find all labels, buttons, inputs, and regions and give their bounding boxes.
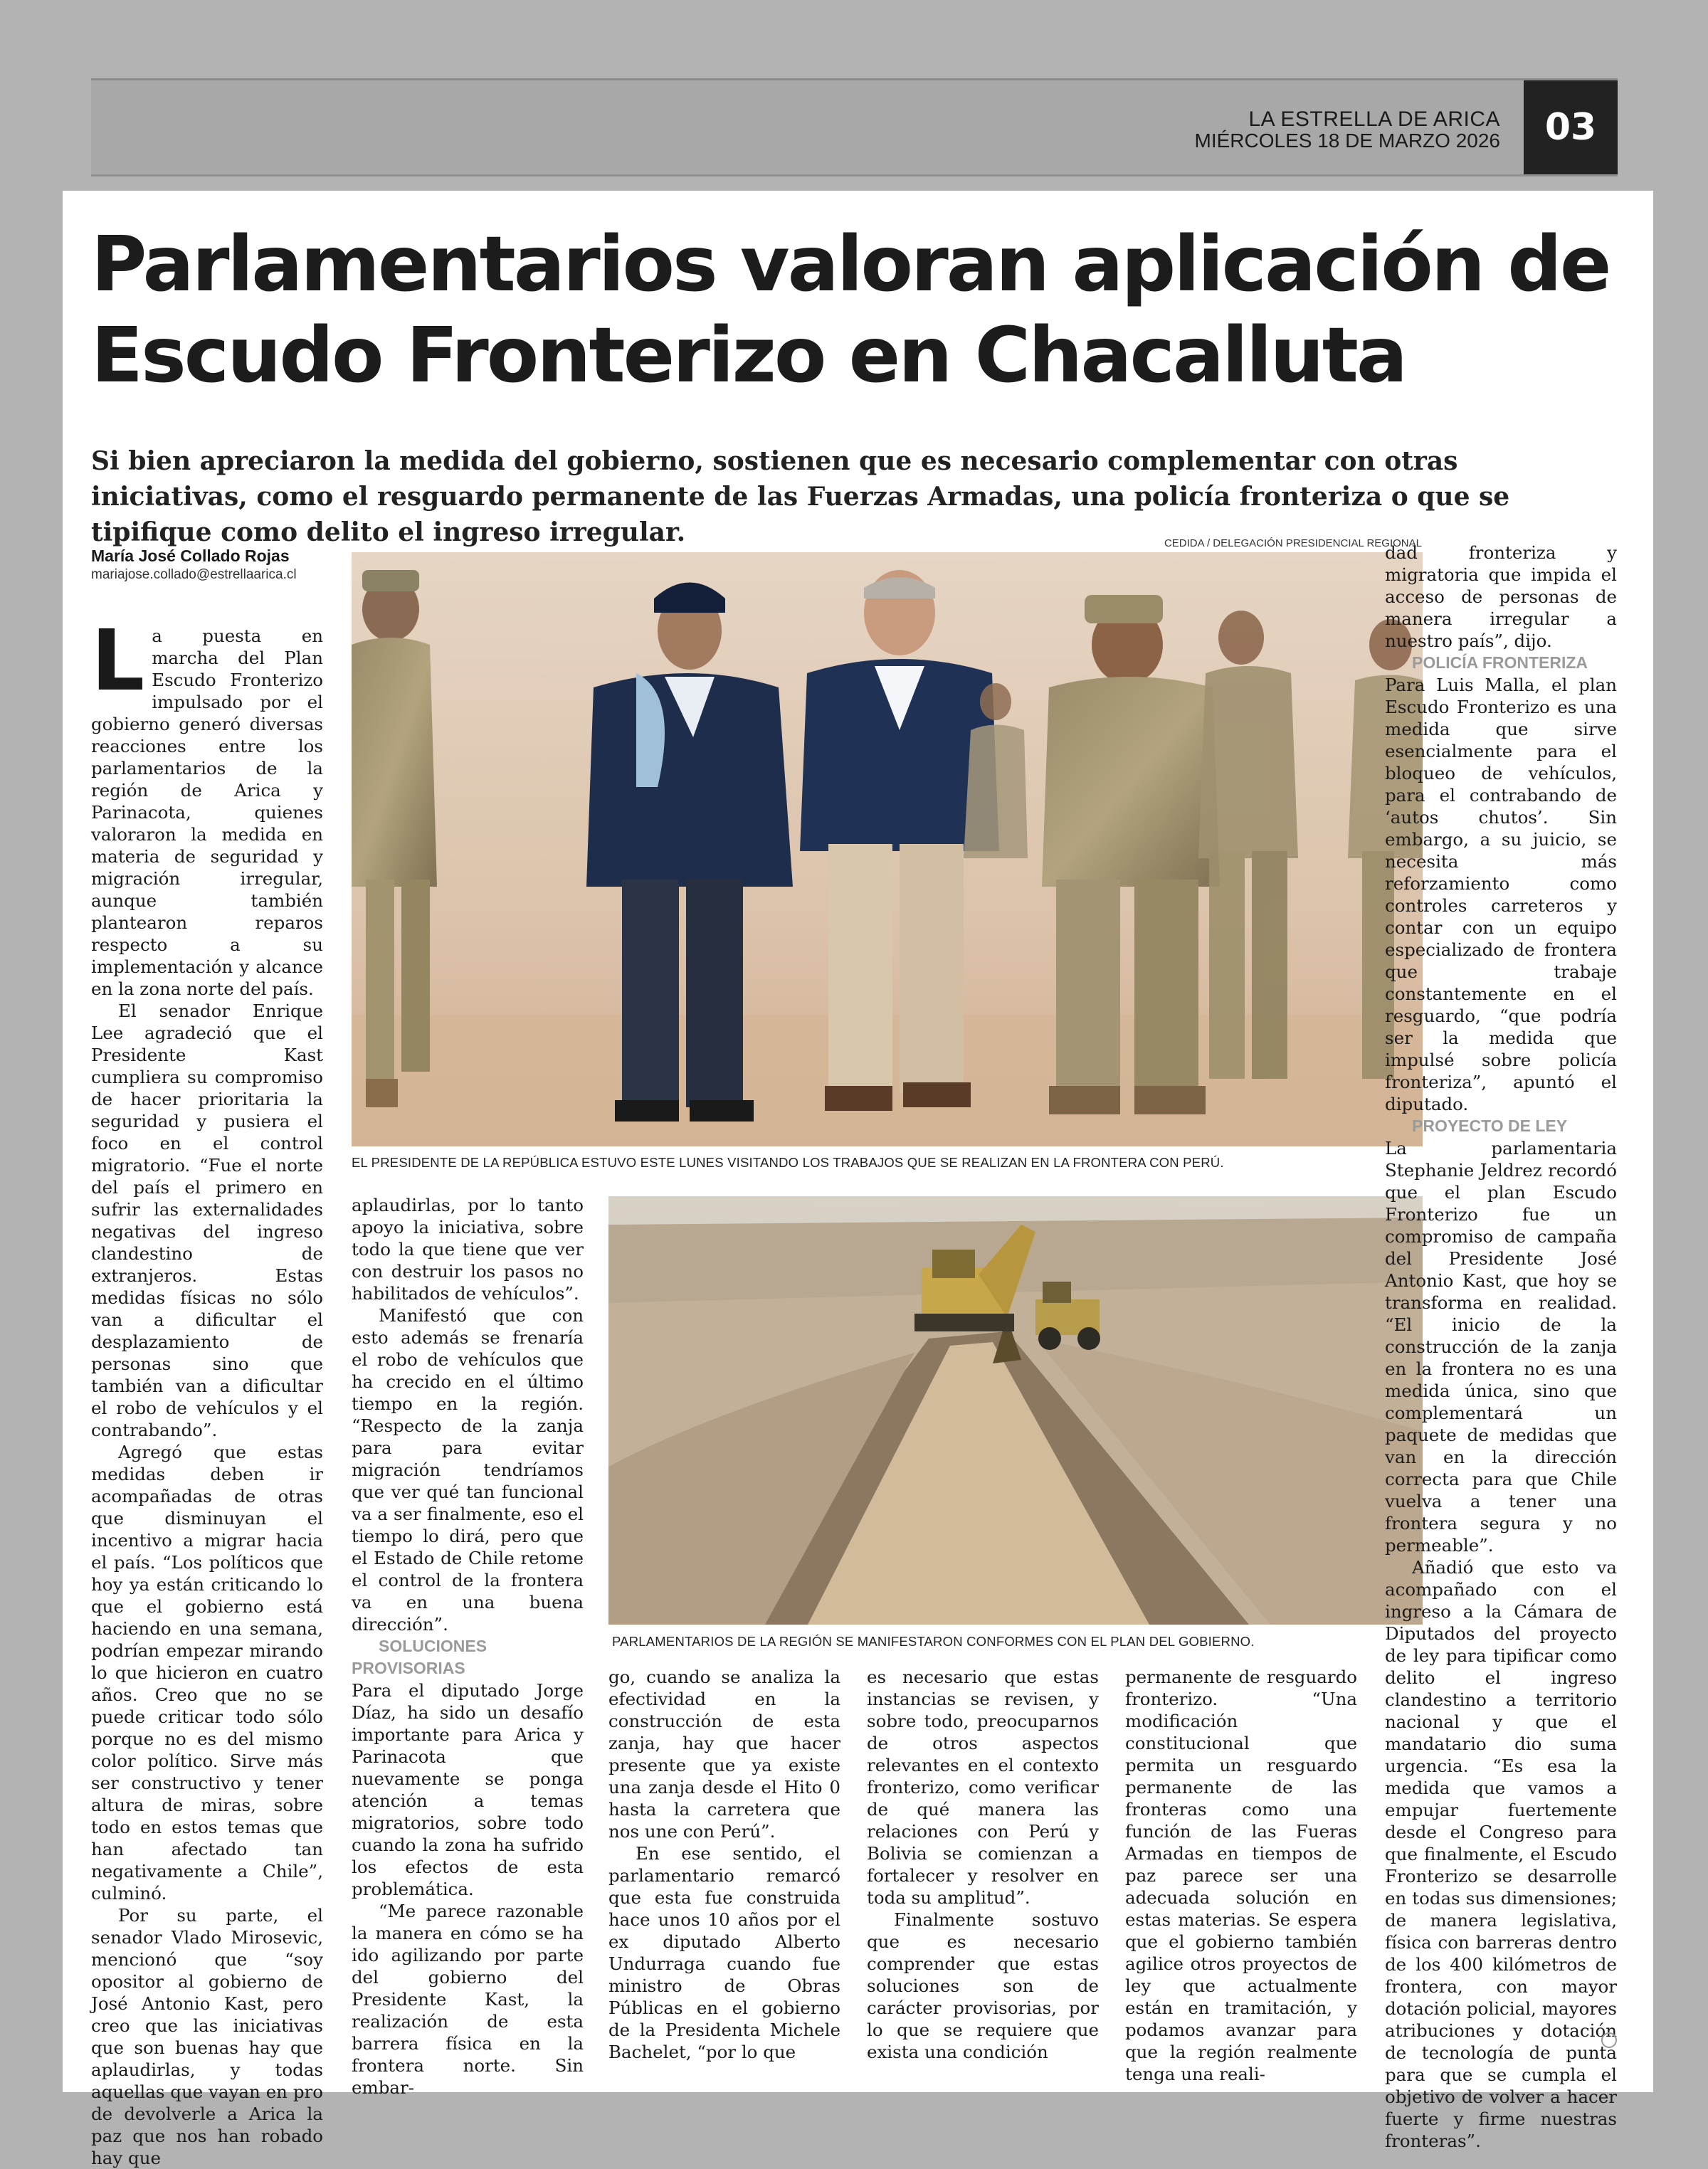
col4-paragraph-1: es necesario que estas instancias se revisen, y sobre todo, preocuparnos de otros aspectos relevantes en el contexto fronterizo, como verificar de qué manera las relaciones con Perú y Bolivia se comienzan a fortalecer y resolver en toda su amplitud”.	[867, 1667, 1099, 1908]
photo-president-border-visit	[352, 552, 1423, 1146]
subheading-proyecto-de-ley: PROYECTO DE LEY	[1412, 1117, 1568, 1135]
col2-paragraph-3: Para el diputado Jorge Díaz, ha sido un desafío importante para Arica y Parinacota que nuevamente se ponga atención a temas migratorios, sobre todo cuando la zona ha sufrido los efectos de esta problemática.	[352, 1680, 584, 1899]
publication-name: LA ESTRELLA DE ARICA	[1248, 107, 1500, 131]
deck: Si bien apreciaron la medida del gobierno, sostienen que es necesario complementar con otras iniciativas, como el resguardo permanente de las Fuerzas Armadas, una policía fronteriza o que se tipifique como delito el ingreso irregular.	[91, 446, 1510, 547]
col1-paragraph-1	[91, 611, 323, 1000]
col6-paragraph-4: Añadió que esto va acompañado con el ingreso a la Cámara de Diputados del proyecto de ley para tipificar como delito el ingreso clandestino a territorio nacional y que el mandatario dio suma urgencia. “Es esa la medida que vamos a empujar fuertemente desde el Congreso para que finalmente, el Escudo Fronterizo se desarrolle en todas sus dimensiones; de manera legislativa, física con barreras dentro de los 400 kilómetros de frontera, con mayor dotación policial, mayores atribuciones y dotación de tecnología de punta para que se cumpla el objetivo de volver a hacer fuerte y firme nuestras fronteras”.	[1385, 1557, 1617, 2151]
col5-paragraph-1: permanente de resguardo fronterizo. “Una modificación constitucional que permita un resguardo permanente de las fronteras como una función de las Fueras Armadas en tiempos de paz parece ser una adecuada solución en estas materias. Se espera que el gobierno también agilice otros proyectos de ley que actualmente están en tramitación, y podamos avanzar para que la región realmente tenga una reali-	[1125, 1667, 1357, 2084]
photo-credit: CEDIDA / DELEGACIÓN PRESIDENCIAL REGIONAL	[1164, 537, 1422, 549]
col3-paragraph-2: En ese sentido, el parlamentario remarcó que esta fue construida hace unos 10 años por el ex diputado Alberto Undurraga cuando fue ministro de Obras Públicas en el gobierno de la Presidenta Michele Bachelet, “por lo que	[608, 1843, 840, 2062]
col3-paragraph-1: go, cuando se analiza la efectividad en la construcción de esta zanja, hay que hacer presente que ya existe una zanja desde el Hito 0 hasta la carretera que nos une con Perú”.	[608, 1667, 840, 1842]
byline	[91, 547, 326, 583]
publication-info	[1195, 109, 1500, 152]
author-name: María José Collado Rojas	[91, 547, 290, 565]
author-email: mariajose.collado@estrellaarica.cl	[91, 567, 297, 582]
end-of-article-icon	[1601, 2032, 1617, 2048]
photo-trench-image	[608, 1196, 1423, 1625]
col4-paragraph-2: Finalmente sostuvo que es necesario comprender que estas soluciones son de carácter provisorias, por lo que se requiere que exista una condición	[867, 1909, 1099, 2062]
photo-president-caption: EL PRESIDENTE DE LA REPÚBLICA ESTUVO ESTE LUNES VISITANDO LOS TRABAJOS QUE SE REALIZAN EN LA FRONTERA CON PERÚ.	[352, 1155, 1224, 1170]
photo-trench-caption: PARLAMENTARIOS DE LA REGIÓN SE MANIFESTARON CONFORMES CON EL PLAN DEL GOBIERNO.	[612, 1634, 1255, 1649]
col1-paragraph-3: Agregó que estas medidas deben ir acompañadas de otras que disminuyan el incentivo a migrar hacia el país. “Los políticos que hoy ya están criticando lo que el gobierno está haciendo en una semana, podrían empezar mirando lo que hicieron en cuatro años. Creo que no se puede criticar todo sólo porque no es del mismo color político. Sirve más ser constructivo y tener altura de miras, sobre todo en estos temas que han afectado tan negativamente a Chile”, culminó.	[91, 1442, 323, 1904]
subheading-soluciones-provisorias: SOLUCIONES PROVISORIAS	[352, 1637, 487, 1677]
col2-paragraph-1: aplaudirlas, por lo tanto apoyo la iniciativa, sobre todo la que tiene que ver con destruir los pasos no habilitados de vehículos”.	[352, 1195, 584, 1304]
article-column-4	[867, 1666, 1099, 2063]
headline: Parlamentarios valoran aplicación de Escudo Fronterizo en Chacalluta	[91, 221, 1610, 400]
article-column-1	[91, 611, 323, 2169]
col1-paragraph-4: Por su parte, el senador Vlado Mirosevic, mencionó que “soy opositor al gobierno de José Antonio Kast, pero creo que las iniciativas que son buenas hay que aplaudirlas, y todas aquellas que vayan en pro de devolverle a Arica la paz que nos han robado hay que	[91, 1905, 323, 2168]
page-header-bar	[91, 78, 1618, 176]
col2-paragraph-2: Manifestó que con esto además se frenaría el robo de vehículos que ha crecido en el último tiempo en la región. “Respecto de la zanja para para evitar migración tendríamos que ver qué tan funcional va a ser finalmente, eso el tiempo lo dirá, pero que el Estado de Chile retome el control de la frontera va en una buena dirección”.	[352, 1305, 584, 1635]
article-column-3	[608, 1666, 840, 2063]
col2-paragraph-4: “Me parece razonable la manera en cómo se ha ido agilizando por parte del gobierno del Presidente Kast, la realización de esta barrera física en la frontera norte. Sin embar-	[352, 1901, 584, 2098]
drop-cap: L	[91, 611, 145, 709]
col6-paragraph-1: dad fronteriza y migratoria que impida el acceso de personas de manera irregular a nuestro país”, dijo.	[1385, 542, 1617, 651]
page-number: 03	[1524, 80, 1618, 174]
article-column-6	[1385, 542, 1617, 2152]
col6-paragraph-2: Para Luis Malla, el plan Escudo Fronterizo es una medida que sirve esencialmente para el bloqueo de vehículos, para el contrabando de ‘autos chutos’. Sin embargo, a su juicio, se necesita más reforzamiento como controles carreteros y contar con un equipo especializado de frontera que trabaje constantemente en el resguardo, “que podría ser la medida que impulsé sobre policía fronteriza”, apuntó el diputado.	[1385, 675, 1617, 1114]
publication-date: MIÉRCOLES 18 DE MARZO 2026	[1194, 130, 1500, 152]
subheading-policia-fronteriza: POLICÍA FRONTERIZA	[1412, 653, 1588, 672]
photo-president-image	[352, 552, 1423, 1146]
col6-paragraph-3: La parlamentaria Stephanie Jeldrez recordó que el plan Escudo Fronterizo fue un compromiso de campaña del Presidente José Antonio Kast, que hoy se transforma en realidad. “El inicio de la construcción de la zanja en la frontera no es una medida única, sino que complementará un paquete de medidas que van en la dirección correcta para que Chile vuelva a tener una frontera segura y no permeable”.	[1385, 1138, 1617, 1556]
photo-trench-excavation	[608, 1196, 1423, 1625]
col1-paragraph-1-text: a puesta en marcha del Plan Escudo Fronterizo impulsado por el gobierno generó diversas reacciones entre los parlamentarios de la región de Arica y Parinacota, quienes valoraron la medida en materia de seguridad y migración irregular, aunque también plantearon reparos respecto a su implementación y alcance en la zona norte del país.	[91, 626, 323, 999]
col1-paragraph-2: El senador Enrique Lee agradeció que el Presidente Kast cumpliera su compromiso de hacer prioritaria la seguridad y pusiera el foco en el control migratorio. “Fue el norte del país el primero en sufrir las externalidades negativas del ingreso clandestino de extranjeros. Estas medidas físicas no sólo van a dificultar el desplazamiento de personas sino que también van a dificultar el robo de vehículos y el contrabando”.	[91, 1001, 323, 1440]
article-column-2	[352, 1194, 584, 2099]
article-column-5	[1125, 1666, 1357, 2085]
newspaper-page	[63, 191, 1653, 2168]
